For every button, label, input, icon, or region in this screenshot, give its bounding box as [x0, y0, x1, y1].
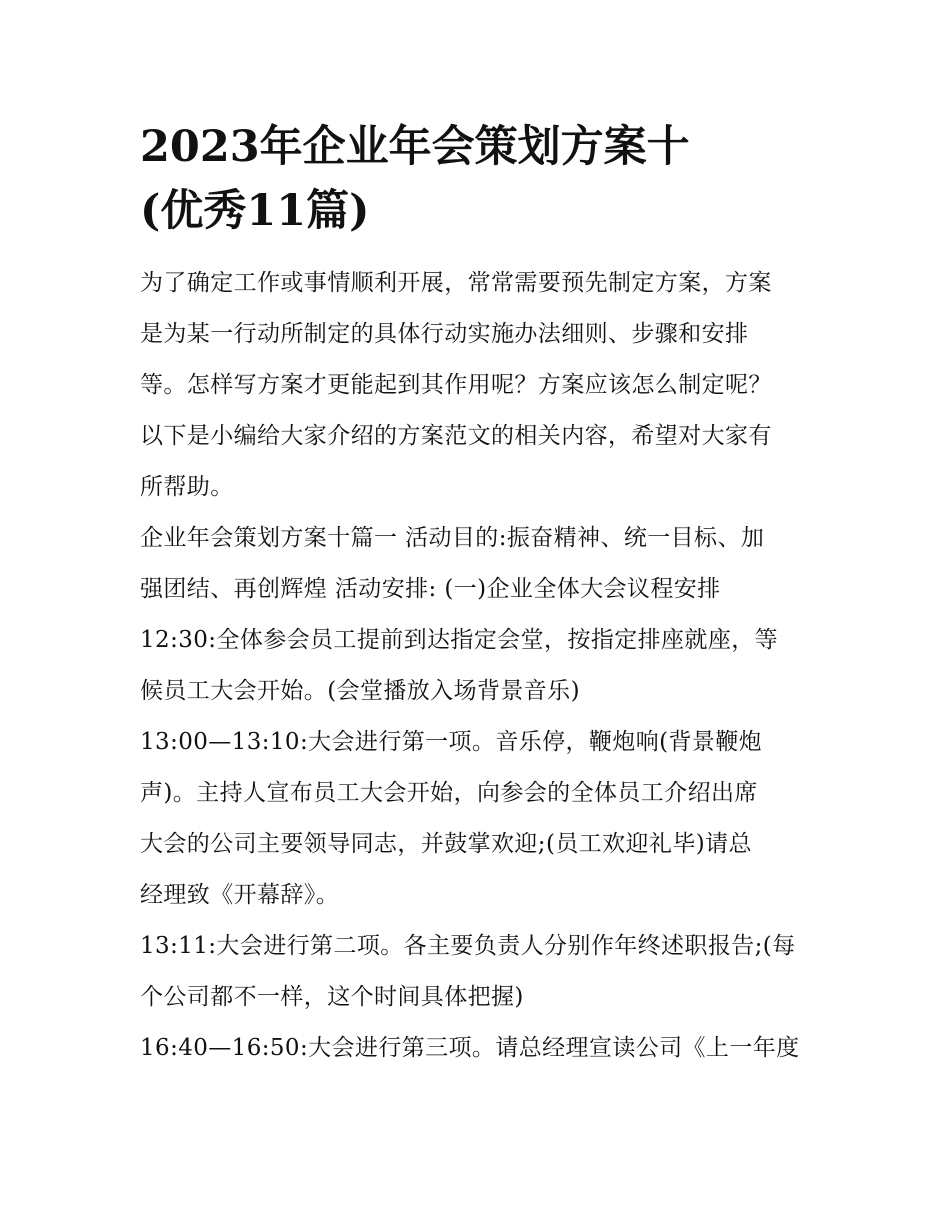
plan-one-paragraph [140, 513, 820, 615]
document-body [140, 258, 820, 1074]
schedule-1230-paragraph [140, 615, 820, 717]
schedule-1300-paragraph [140, 717, 820, 921]
text-line: 大会的公司主要领导同志，并鼓掌欢迎;(员工欢迎礼毕)请总 [140, 831, 752, 857]
text-line: 声)。主持人宣布员工大会开始，向参会的全体员工介绍出席 [140, 780, 758, 806]
schedule-1640-paragraph [140, 1023, 820, 1074]
text-line: 为了确定工作或事情顺利开展，常常需要预先制定方案，方案 [140, 270, 772, 296]
intro-paragraph [140, 258, 820, 513]
text-line: 所帮助。 [140, 474, 234, 500]
text-line: 强团结、再创辉煌 活动安排: (一)企业全体大会议程安排 [140, 576, 721, 602]
text-line: 是为某一行动所制定的具体行动实施办法细则、步骤和安排 [140, 321, 749, 347]
text-line: 企业年会策划方案十篇一 活动目的:振奋精神、统一目标、加 [140, 525, 765, 551]
document-title [140, 115, 820, 243]
schedule-1311-paragraph [140, 921, 820, 1023]
text-line: 12:30:全体参会员工提前到达指定会堂，按指定排座就座，等 [140, 627, 779, 653]
text-line: 13:00—13:10:大会进行第一项。音乐停，鞭炮响(背景鞭炮 [140, 729, 763, 755]
text-line: 经理致《开幕辞》。 [140, 882, 340, 908]
text-line: 等。怎样写方案才更能起到其作用呢？方案应该怎么制定呢？ [140, 372, 772, 398]
text-line: 个公司都不一样，这个时间具体把握) [140, 984, 524, 1010]
document-page [140, 115, 820, 1074]
title-line-2: (优秀11篇) [140, 186, 370, 236]
text-line: 候员工大会开始。(会堂播放入场背景音乐) [140, 678, 580, 704]
title-line-1: 2023年企业年会策划方案十 [140, 122, 690, 172]
text-line: 13:11:大会进行第二项。各主要负责人分别作年终述职报告;(每 [140, 933, 796, 959]
text-line: 16:40—16:50:大会进行第三项。请总经理宣读公司《上一年度 [140, 1035, 800, 1061]
text-line: 以下是小编给大家介绍的方案范文的相关内容，希望对大家有 [140, 423, 772, 449]
